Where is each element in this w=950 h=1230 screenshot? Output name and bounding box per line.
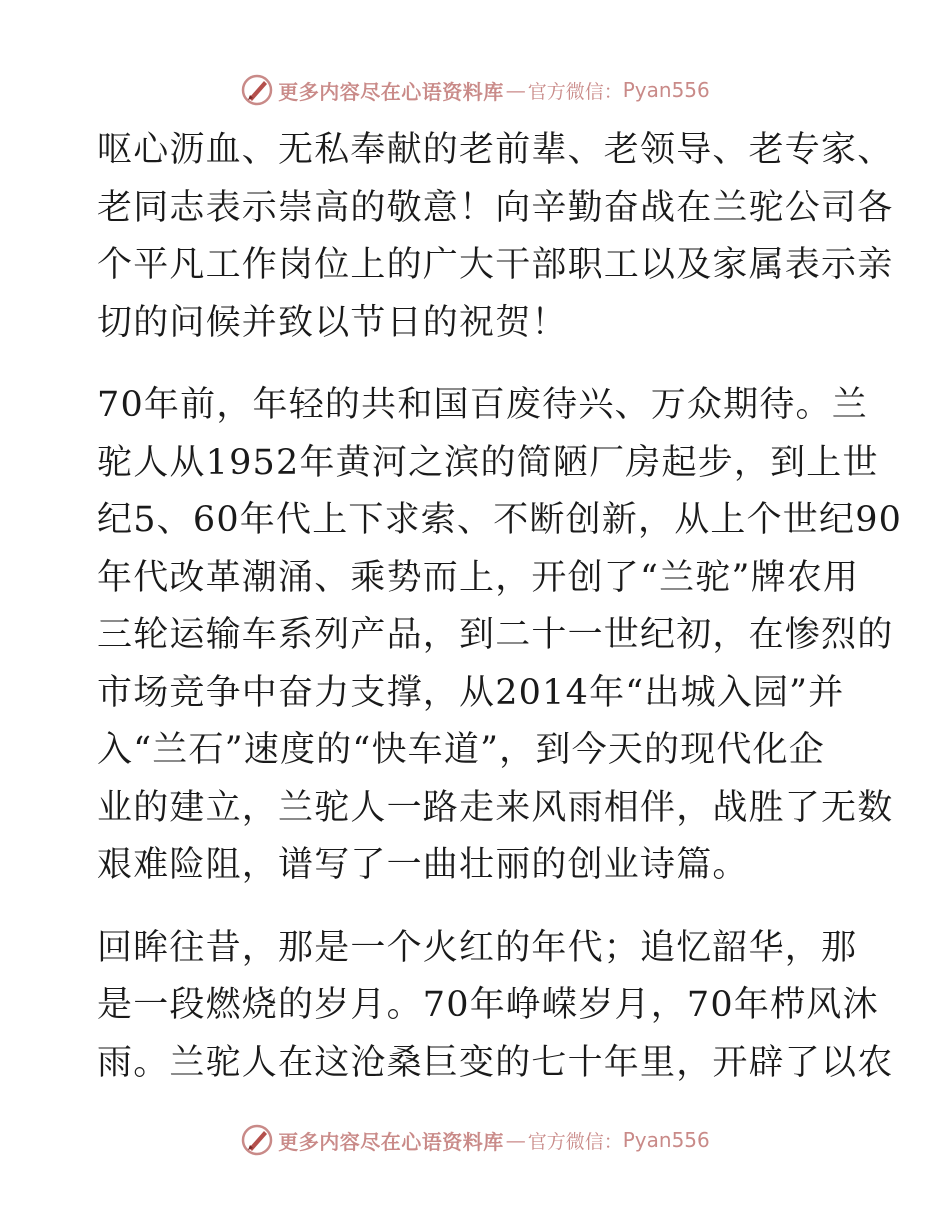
header-site-text: 更多内容尽在心语资料库	[278, 79, 504, 104]
text-line: 业的建立，兰驼人一路走来风雨相伴，战胜了无数	[97, 787, 894, 828]
text-line: 个平凡工作岗位上的广大干部职工以及家属表示亲	[97, 245, 894, 285]
header-watermark-banner	[0, 70, 950, 110]
footer-wechat-label: 官方微信：	[527, 1130, 623, 1153]
text-line: 纪5、60年代上下求索、不断创新，从上个世纪90	[97, 500, 903, 540]
paragraph-1	[97, 122, 894, 352]
text-line: 年代改革潮涌、乘势而上，开创了“兰驼”牌农用	[97, 557, 860, 598]
header-wechat-label: 官方微信：	[527, 80, 623, 103]
text-line: 驼人从1952年黄河之滨的简陋厂房起步，到上世	[97, 442, 879, 483]
text-line: 艰难险阻，谱写了一曲壮丽的创业诗篇。	[97, 845, 749, 885]
text-line: 三轮运输车系列产品，到二十一世纪初，在惨烈的	[97, 615, 894, 655]
text-line: 是一段燃烧的岁月。70年峥嵘岁月，70年栉风沐	[97, 985, 879, 1025]
paragraph-2	[97, 377, 903, 895]
header-wechat-id: Pyan556	[622, 78, 710, 102]
footer-dash: —	[505, 1128, 526, 1152]
header-dash: —	[505, 78, 526, 102]
text-line: 市场竞争中奋力支撑，从2014年“出城入园”并	[97, 672, 845, 713]
text-line: 70年前，年轻的共和国百废待兴、万众期待。兰	[97, 385, 868, 425]
text-line: 入“兰石”速度的“快车道”，到今天的现代化企	[97, 730, 825, 770]
footer-watermark-banner	[0, 1120, 950, 1160]
text-line: 呕心沥血、无私奉献的老前辈、老领导、老专家、	[97, 130, 894, 170]
paragraph-3	[97, 920, 894, 1093]
pen-logo-icon	[240, 73, 274, 107]
text-line: 雨。兰驼人在这沧桑巨变的七十年里，开辟了以农	[97, 1042, 894, 1083]
footer-site-text: 更多内容尽在心语资料库	[278, 1129, 504, 1154]
text-line: 回眸往昔，那是一个火红的年代；追忆韶华，那	[97, 927, 858, 968]
text-line: 切的问候并致以节日的祝贺！	[97, 302, 568, 343]
pen-logo-icon	[240, 1123, 274, 1157]
footer-wechat-id: Pyan556	[622, 1128, 710, 1152]
document-body	[97, 122, 903, 1092]
text-line: 老同志表示崇高的敬意！向辛勤奋战在兰驼公司各	[97, 187, 894, 228]
